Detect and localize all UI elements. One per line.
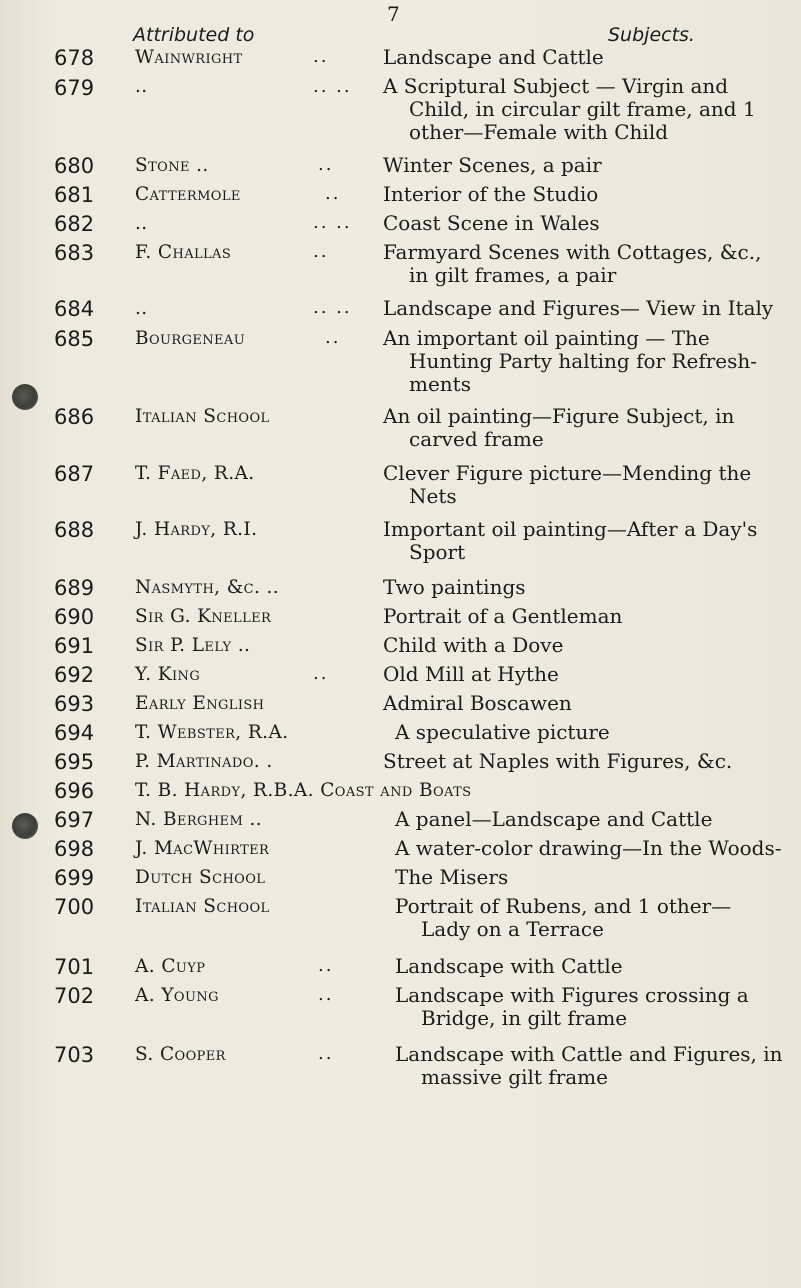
artist-and-subject: T. B. Hardy, R.B.A. Coast and Boats (135, 780, 472, 801)
subject (383, 605, 801, 628)
artist-ditto: .. (135, 298, 148, 319)
artist: T. Webster, R.A. (135, 722, 289, 743)
artist: Cattermole (135, 184, 241, 205)
leader-dots: .. (318, 955, 334, 976)
lot-number: 701 (54, 955, 95, 979)
subject-text: A speculative picture (395, 720, 610, 744)
lot-number: 694 (54, 721, 95, 745)
subject (383, 212, 801, 235)
artist: T. Faed, R.A. (135, 463, 255, 484)
subject-text: An important oil painting — The (383, 326, 710, 350)
subject (383, 75, 801, 144)
artist: Early English (135, 693, 265, 714)
subject (395, 721, 801, 744)
lot-number: 691 (54, 634, 95, 658)
subject (395, 866, 801, 889)
lot-number: 699 (54, 866, 95, 890)
subject-text: A Scriptural Subject — Virgin and (383, 74, 729, 98)
artist: Bourgeneau (135, 328, 246, 349)
subject (383, 462, 801, 508)
subject-continuation: Lady on a Terrace (421, 917, 604, 941)
lot-number: 697 (54, 808, 95, 832)
subject-continuation: carved frame (409, 427, 544, 451)
subject (383, 405, 801, 451)
subject-text: Coast Scene in Wales (383, 211, 600, 235)
leader-dots: .. (325, 327, 341, 348)
artist: Italian School (135, 406, 270, 427)
subject-text: Landscape and Figures— View in Italy (383, 296, 774, 320)
leader-dots: .. .. (313, 76, 352, 97)
lot-number: 685 (54, 327, 95, 351)
subject-continuation: Hunting Party halting for Refresh-ments (409, 349, 758, 396)
leader-dots: .. (318, 1043, 334, 1064)
subject-text: A water-color drawing—In the Woods- (395, 836, 782, 860)
leader-dots: .. (318, 984, 334, 1005)
page-number: 7 (387, 2, 400, 26)
subject-text: Portrait of a Gentleman (383, 604, 623, 628)
lot-number: 700 (54, 895, 95, 919)
artist-ditto: .. (135, 213, 148, 234)
subject-text: Interior of the Studio (383, 182, 599, 206)
lot-number: 682 (54, 212, 95, 236)
leader-dots: .. .. (313, 212, 352, 233)
subject-text: Winter Scenes, a pair (383, 153, 602, 177)
lot-number: 696 (54, 779, 95, 803)
artist: A. Cuyp (135, 956, 206, 977)
subject (395, 1043, 801, 1089)
subject (395, 895, 801, 941)
artist: J. MacWhirter (135, 838, 270, 859)
subject (383, 46, 801, 69)
subject-text: An oil painting—Figure Subject, in (383, 404, 735, 428)
artist: J. Hardy, R.I. (135, 519, 258, 540)
subject-text: A panel—Landscape and Cattle (395, 807, 713, 831)
binding-hole-bottom (12, 813, 38, 839)
subject-continuation: Sport (409, 540, 466, 564)
subject-text: The Misers (395, 865, 509, 889)
artist: Wainwright (135, 47, 243, 68)
subject-text: Landscape with Cattle (395, 954, 623, 978)
subject (383, 297, 801, 320)
subject-text: Two paintings (383, 575, 526, 599)
subject-continuation: Nets (409, 484, 457, 508)
subject (395, 984, 801, 1030)
leader-dots: .. (313, 46, 329, 67)
subject-text: Portrait of Rubens, and 1 other— (395, 894, 732, 918)
artist: A. Young (135, 985, 219, 1006)
artist: Stone .. (135, 155, 209, 176)
header-attributed: Attributed to (133, 24, 255, 46)
artist: Dutch School (135, 867, 266, 888)
subject-continuation: in gilt frames, a pair (409, 263, 617, 287)
lot-number: 692 (54, 663, 95, 687)
subject (383, 518, 801, 564)
subject-text: Old Mill at Hythe (383, 662, 559, 686)
artist: N. Berghem .. (135, 809, 263, 830)
artist: P. Martinado. . (135, 751, 273, 772)
lot-number: 678 (54, 46, 95, 70)
subject-text: Landscape with Figures crossing a (395, 983, 749, 1007)
artist: F. Challas (135, 242, 232, 263)
lot-number: 686 (54, 405, 95, 429)
subject (383, 663, 801, 686)
lot-number: 702 (54, 984, 95, 1008)
lot-number: 684 (54, 297, 95, 321)
subject-text: Farmyard Scenes with Cottages, &c., (383, 240, 762, 264)
artist: S. Cooper (135, 1044, 226, 1065)
lot-number: 679 (54, 76, 95, 100)
lot-number: 690 (54, 605, 95, 629)
subject-continuation: massive gilt frame (421, 1065, 608, 1089)
subject (383, 576, 801, 599)
lot-number: 687 (54, 462, 95, 486)
subject (383, 241, 801, 287)
subject-text: Street at Naples with Figures, &c. (383, 749, 733, 773)
lot-number: 688 (54, 518, 95, 542)
lot-number: 695 (54, 750, 95, 774)
leader-dots: .. (318, 154, 334, 175)
binding-hole-top (12, 384, 38, 410)
subject (383, 154, 801, 177)
subject (395, 837, 801, 860)
leader-dots: .. (325, 183, 341, 204)
artist-ditto: .. (135, 76, 148, 97)
leader-dots: .. .. (313, 297, 352, 318)
subject-text: Landscape and Cattle (383, 45, 604, 69)
subject-text: Child with a Dove (383, 633, 564, 657)
subject-continuation: Child, in circular gilt frame, and 1 other—Female with Child (409, 97, 756, 144)
artist: Italian School (135, 896, 270, 917)
artist: Y. King (135, 664, 201, 685)
subject (383, 692, 801, 715)
subject (395, 808, 801, 831)
subject-text: Clever Figure picture—Mending the (383, 461, 752, 485)
subject (383, 327, 801, 396)
lot-number: 680 (54, 154, 95, 178)
leader-dots: .. (313, 663, 329, 684)
lot-number: 698 (54, 837, 95, 861)
lot-number: 681 (54, 183, 95, 207)
subject (383, 183, 801, 206)
leader-dots: .. (313, 241, 329, 262)
subject-text: Landscape with Cattle and Figures, in (395, 1042, 783, 1066)
subject (383, 750, 801, 773)
header-subjects: Subjects. (608, 24, 695, 46)
lot-number: 689 (54, 576, 95, 600)
subject-continuation: Bridge, in gilt frame (421, 1006, 628, 1030)
subject (383, 634, 801, 657)
subject-text: Admiral Boscawen (383, 691, 572, 715)
artist: Sir P. Lely .. (135, 635, 251, 656)
subject-text: Important oil painting—After a Day's (383, 517, 758, 541)
lot-number: 703 (54, 1043, 95, 1067)
subject (395, 955, 801, 978)
lot-number: 693 (54, 692, 95, 716)
artist: Sir G. Kneller (135, 606, 272, 627)
artist: Nasmyth, &c. .. (135, 577, 280, 598)
lot-number: 683 (54, 241, 95, 265)
